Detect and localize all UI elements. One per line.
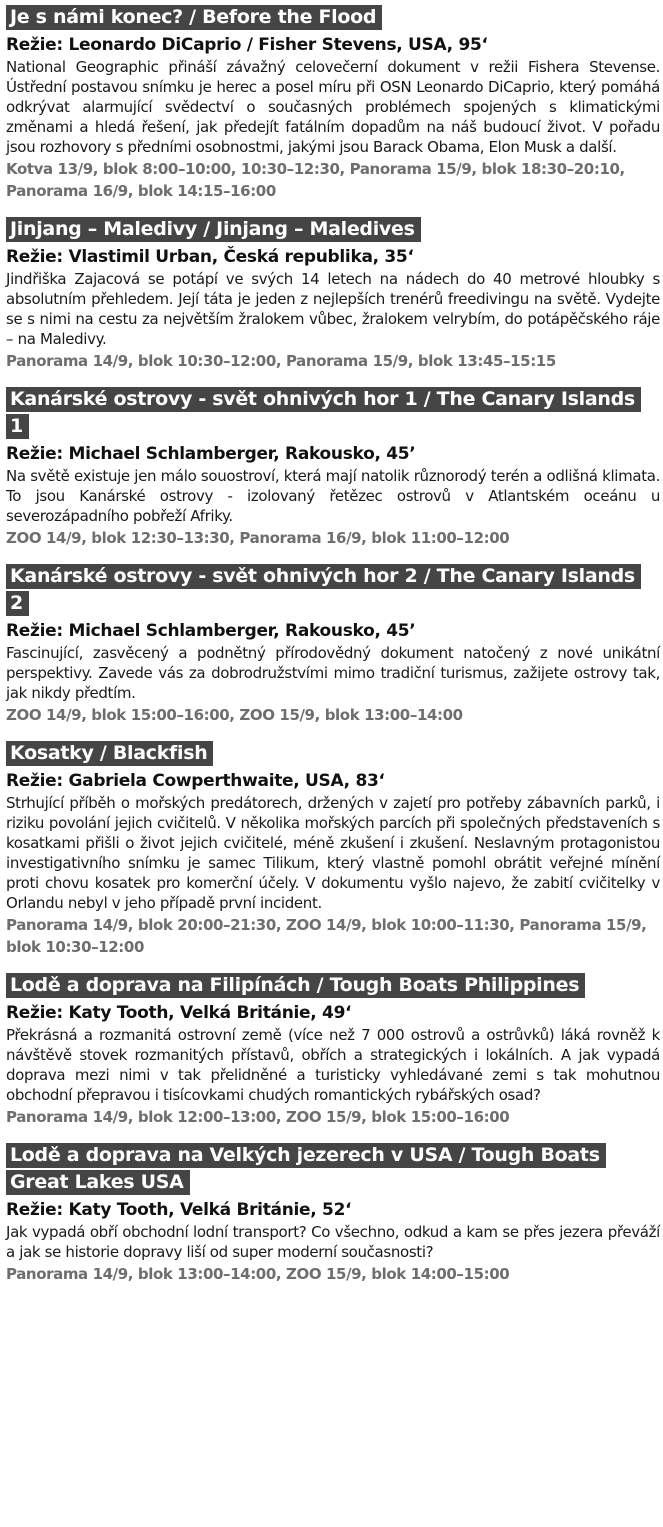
film-director: Režie: Katy Tooth, Velká Británie, 49‘: [6, 1003, 352, 1023]
film-director: Režie: Michael Schlamberger, Rakousko, 45’: [6, 444, 416, 464]
film-title: Je s námi konec? / Before the Flood: [6, 5, 382, 30]
film-description: Jak vypadá obří obchodní lodní transport? Co všechno, odkud a kam se přes jezera převáží a jak se historie dopravy liší od super moderní současnosti?: [6, 1223, 660, 1261]
film-director: Režie: Gabriela Cowperthwaite, USA, 83‘: [6, 771, 385, 791]
film-director: Režie: Leonardo DiCaprio / Fisher Stevens, USA, 95‘: [6, 35, 488, 55]
film-title: Kanárské ostrovy - svět ohnivých hor 1 / The Canary Islands 1: [6, 387, 641, 439]
film-entry-canary-islands-1: [6, 386, 660, 549]
film-director: Režie: Michael Schlamberger, Rakousko, 45’: [6, 621, 416, 641]
film-entry-tough-boats-philippines: [6, 972, 660, 1128]
film-schedule: Panorama 14/9, blok 20:00–21:30, ZOO 14/9, blok 10:00–11:30, Panorama 15/9, blok 10:30–12:00: [6, 916, 647, 956]
film-director: Režie: Vlastimil Urban, Česká republika, 35‘: [6, 247, 414, 267]
film-description: Jindřiška Zajacová se potápí ve svých 14 letech na nádech do 40 metrové hloubky s absolutním přehledem. Její táta je jeden z nejlepších trenérů freedivingu na světě. Vydejte se s nimi na cestu za největším žralokem vůbec, žralokem velrybím, do potápěčského ráje – na Maledivy.: [6, 270, 660, 348]
film-entry-before-the-flood: [6, 4, 660, 202]
film-schedule: Panorama 14/9, blok 12:00–13:00, ZOO 15/9, blok 15:00–16:00: [6, 1108, 510, 1126]
film-schedule: ZOO 14/9, blok 15:00–16:00, ZOO 15/9, blok 13:00–14:00: [6, 706, 463, 724]
film-description: Strhující příběh o mořských predátorech, držených v zajetí pro potřeby zábavních parků, i riziku povolání jejich cvičitelů. V několika mořských parcích při společných představeních s kosatkami přišli o život jejich cvičitelé, méně zkušení i zkušení. Neslavným protagonistou investigativního snímku je samec Tilikum, který vlastně pomohl obrátit veřejné mínění proti chovu kosatek pro komerční účely. V dokumentu vyšlo najevo, že zabití cvičitelky v Orlandu nebyl v jeho případě první incident.: [6, 794, 660, 912]
film-schedule: Panorama 14/9, blok 10:30–12:00, Panorama 15/9, blok 13:45–15:15: [6, 352, 556, 370]
film-title: Kanárské ostrovy - svět ohnivých hor 2 / The Canary Islands 2: [6, 564, 641, 616]
film-entry-canary-islands-2: [6, 563, 660, 726]
film-entry-blackfish: [6, 740, 660, 958]
film-title: Jinjang – Maledivy / Jinjang – Maledives: [6, 217, 421, 242]
film-description: Fascinující, zasvěcený a podnětný přírodovědný dokument natočený z nové unikátní perspektivy. Zavede vás za dobrodružstvími mimo tradiční turismus, zažijete ostrovy tak, jak nikdy předtím.: [6, 644, 660, 702]
film-description: Na světě existuje jen málo souostroví, která mají natolik různorodý terén a odlišná klimata. To jsou Kanárské ostrovy - izolovaný řetězec ostrovů v Atlantském oceánu u severozápadního pobřeží Afriky.: [6, 467, 660, 525]
film-schedule: Kotva 13/9, blok 8:00–10:00, 10:30–12:30, Panorama 15/9, blok 18:30–20:10, Panorama 16/9, blok 14:15–16:00: [6, 160, 625, 200]
film-description: Překrásná a rozmanitá ostrovní země (více než 7 000 ostrovů a ostrůvků) láká rovněž k návštěvě stovek rozmanitých přístavů, obřích a strategických i lokálních. A jak vypadá doprava mezi nimi v tak přelidněné a turisticky vyhledávané zemi s tak mohutnou obchodní přepravou i tisícovkami chudých romantických rybářských osad?: [6, 1026, 660, 1104]
film-title: Lodě a doprava na Filipínách / Tough Boats Philippines: [6, 973, 585, 998]
film-entry-jinjang-maledives: [6, 216, 660, 372]
film-title: Kosatky / Blackfish: [6, 741, 213, 766]
film-title: Lodě a doprava na Velkých jezerech v USA / Tough Boats Great Lakes USA: [6, 1143, 606, 1195]
film-entry-tough-boats-great-lakes: [6, 1142, 660, 1285]
film-schedule: Panorama 14/9, blok 13:00–14:00, ZOO 15/9, blok 14:00–15:00: [6, 1265, 510, 1283]
film-director: Režie: Katy Tooth, Velká Británie, 52‘: [6, 1200, 352, 1220]
film-schedule: ZOO 14/9, blok 12:30–13:30, Panorama 16/9, blok 11:00–12:00: [6, 529, 510, 547]
film-description: National Geographic přináší závažný celovečerní dokument v režii Fishera Stevense. Ústřední postavou snímku je herec a posel míru při OSN Leonardo DiCaprio, který pomáhá odkrývat alarmující svědectví o současných problémech spojených s klimatickými změnami a hledá řešení, jak předejít fatálním dopadům na náš budoucí život. V pořadu jsou rozhovory s předními osobnostmi, jakými jsou Barack Obama, Elon Musk a další.: [6, 58, 660, 156]
